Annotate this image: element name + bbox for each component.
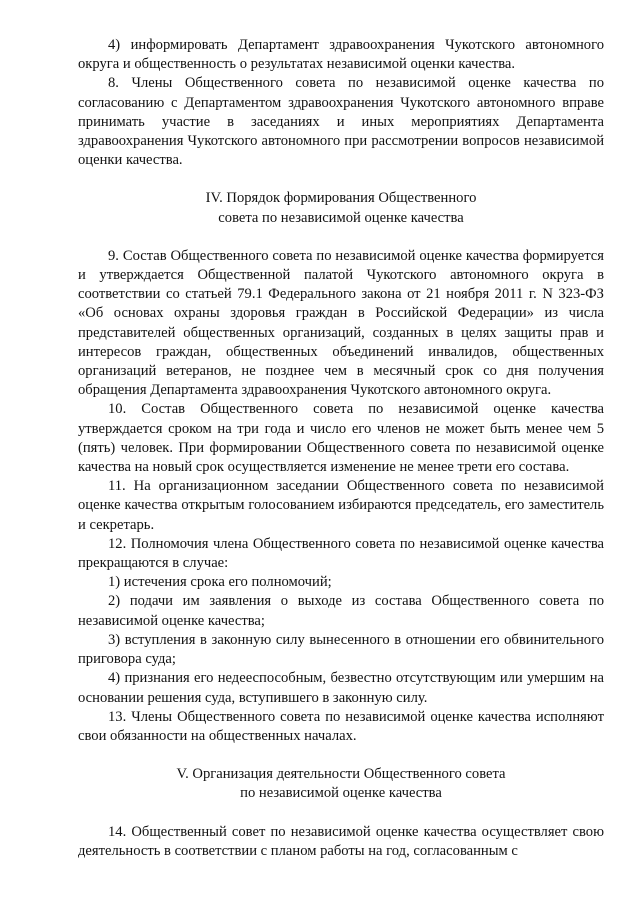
- paragraph-14: 14. Общественный совет по независимой оценке качества осуществляет свою деятельность в соответствии с планом работы на год, согласованным с: [78, 823, 604, 859]
- document-page: [78, 36, 604, 861]
- section-4-heading-line-1: IV. Порядок формирования Общественного: [205, 190, 477, 207]
- paragraph-13: 13. Члены Общественного совета по независимой оценке качества исполняют свои обязанности на общественных началах.: [78, 708, 604, 744]
- paragraph-8: 8. Члены Общественного совета по независимой оценке качества по согласованию с Департаментом здравоохранения Чукотского автономного вправе принимать участие в заседаниях и иных мероприятиях Департамента здравоохранения Чукотского автономного при рассмотрении вопросов независимой оценки качества.: [78, 75, 604, 169]
- section-5-heading-line-1: V. Организация деятельности Общественного совета: [176, 766, 506, 783]
- section-5-heading-line-2: по независимой оценке качества: [240, 785, 442, 802]
- paragraph-12-item-4: 4) признания его недееспособным, безвестно отсутствующим или умершим на основании решения суда, вступившего в законную силу.: [78, 670, 604, 706]
- paragraph-11: 11. На организационном заседании Общественного совета по независимой оценке качества открытым голосованием избираются председатель, его заместитель и секретарь.: [78, 478, 604, 533]
- paragraph-10: 10. Состав Общественного совета по независимой оценке качества утверждается сроком на три года и число его членов не может быть менее чем 5 (пять) человек. При формировании Общественного совета по независимой оценке качества на новый срок осуществляется изменение не менее трети его состава.: [78, 401, 604, 476]
- paragraph-12-item-1: 1) истечения срока его полномочий;: [108, 574, 332, 591]
- paragraph-12: 12. Полномочия члена Общественного совета по независимой оценке качества прекращаются в случае:: [78, 535, 604, 572]
- paragraph-9: 9. Состав Общественного совета по независимой оценке качества формируется и утверждается Общественной палатой Чукотского автономного округа в соответствии со статьей 79.1 Федерального закона от 21 ноября 2011 г. N 323-ФЗ «Об основах охраны здоровья граждан в Российской Федерации» из числа представителей общественных организаций, созданных в целях защиты прав и интересов граждан, общественных объединений инвалидов, общественных организаций ветеранов, не позднее чем в месячный срок со дня получения обращения Департамента здравоохранения Чукотского автономного округа.: [78, 247, 604, 399]
- paragraph-12-item-3: 3) вступления в законную силу вынесенного в отношении его обвинительного приговора суда;: [78, 631, 604, 668]
- paragraph-12-item-2: 2) подачи им заявления о выходе из состава Общественного совета по независимой оценке качества;: [78, 593, 604, 629]
- section-4-heading: [78, 189, 604, 227]
- section-4-heading-line-2: совета по независимой оценке качества: [218, 209, 464, 226]
- paragraph-item-4: 4) информировать Департамент здравоохранения Чукотского автономного округа и общественность о результатах независимой оценки качества.: [78, 37, 604, 73]
- section-5-heading: [78, 765, 604, 803]
